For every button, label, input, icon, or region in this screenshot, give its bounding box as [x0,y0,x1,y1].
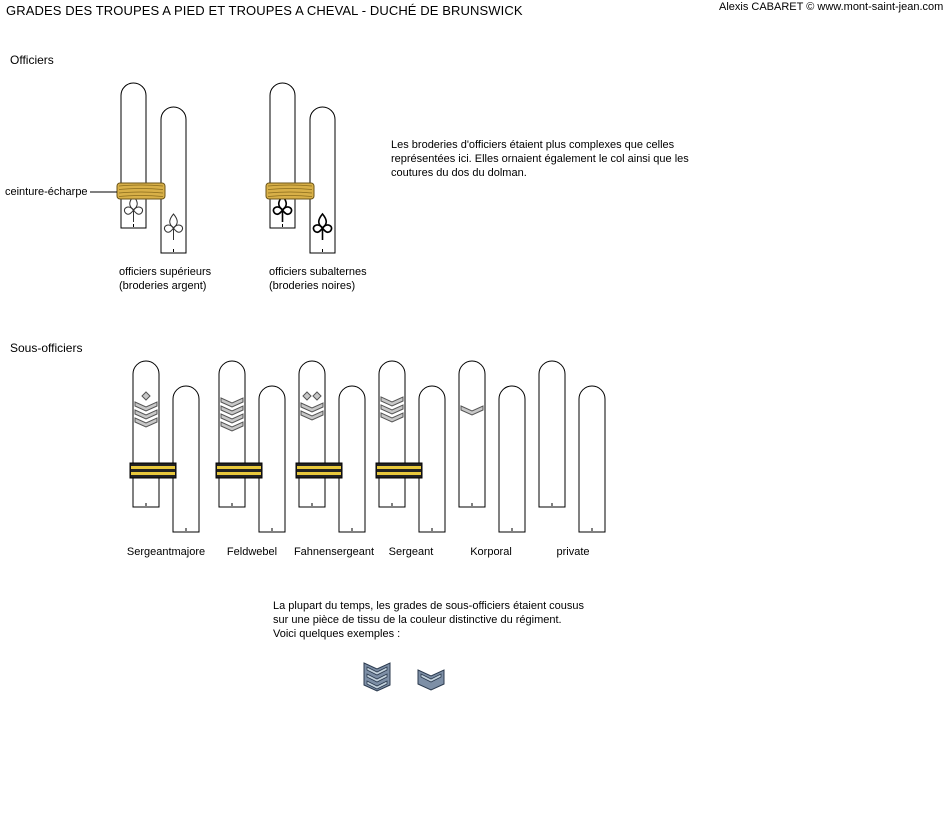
nco-strap-back-5 [539,361,565,507]
nco-strap-front-0 [173,386,199,532]
nco-note-line3: Voici quelques exemples : [273,628,401,640]
nco-sash-3 [376,463,422,478]
nco-sash-0 [130,463,176,478]
officers-heading: Officiers [10,53,54,67]
officer-caption-senior-line1: officiers supérieurs [119,266,212,278]
nco-sash-2 [296,463,342,478]
officer-caption-senior-line2: (broderies argent) [119,280,207,292]
nco-sash-2-stripe [297,466,341,469]
nco-strap-front-3 [419,386,445,532]
rank-label-korporal: Korporal [470,546,512,558]
nco-note-line2: sur une pièce de tissu de la couleur distinctive du régiment. [273,614,562,626]
officer-caption-junior-line1: officiers subalternes [269,266,367,278]
officer-caption-junior-line2: (broderies noires) [269,280,356,292]
nco-sash-1-stripe [217,466,261,469]
nco-heading: Sous-officiers [10,341,83,355]
nco-strap-front-4 [499,386,525,532]
officer-strap-back-1 [270,83,295,228]
nco-sash-3-stripe [377,466,421,469]
sash-label: ceinture-écharpe [5,186,88,198]
nco-strap-back-4 [459,361,485,507]
rank-label-sergeantmajore: Sergeantmajore [126,546,206,558]
nco-strap-front-2 [339,386,365,532]
nco-strap-back-3 [379,361,405,507]
rank-label-sergeant: Sergeant [388,546,434,558]
nco-sash-0-stripe [131,466,175,469]
nco-strap-back-2 [299,361,325,507]
rank-label-private: private [556,546,590,558]
nco-sash-0-stripe [131,472,175,475]
nco-sash-1 [216,463,262,478]
officers-note: Les broderies d'officiers étaient plus complexes que celles représentées ici. Elles ornaient également le col ainsi que les coutures du dos du dolman. [391,139,689,179]
nco-strap-front-5 [579,386,605,532]
rank-label-feldwebel: Feldwebel [226,546,278,558]
officer-strap-back-0 [121,83,146,228]
nco-sash-2-stripe [297,472,341,475]
rank-label-fahnensergeant: Fahnensergeant [293,546,375,558]
nco-sash-1-stripe [217,472,261,475]
credit-line: Alexis CABARET © www.mont-saint-jean.com [719,1,944,13]
nco-sash-3-stripe [377,472,421,475]
nco-strap-front-1 [259,386,285,532]
nco-note-line1: La plupart du temps, les grades de sous-officiers étaient cousus [273,600,585,612]
page-title: GRADES DES TROUPES A PIED ET TROUPES A CHEVAL - DUCHÉ DE BRUNSWICK [6,3,523,18]
nco-strap-back-0 [133,361,159,507]
nco-strap-back-1 [219,361,245,507]
